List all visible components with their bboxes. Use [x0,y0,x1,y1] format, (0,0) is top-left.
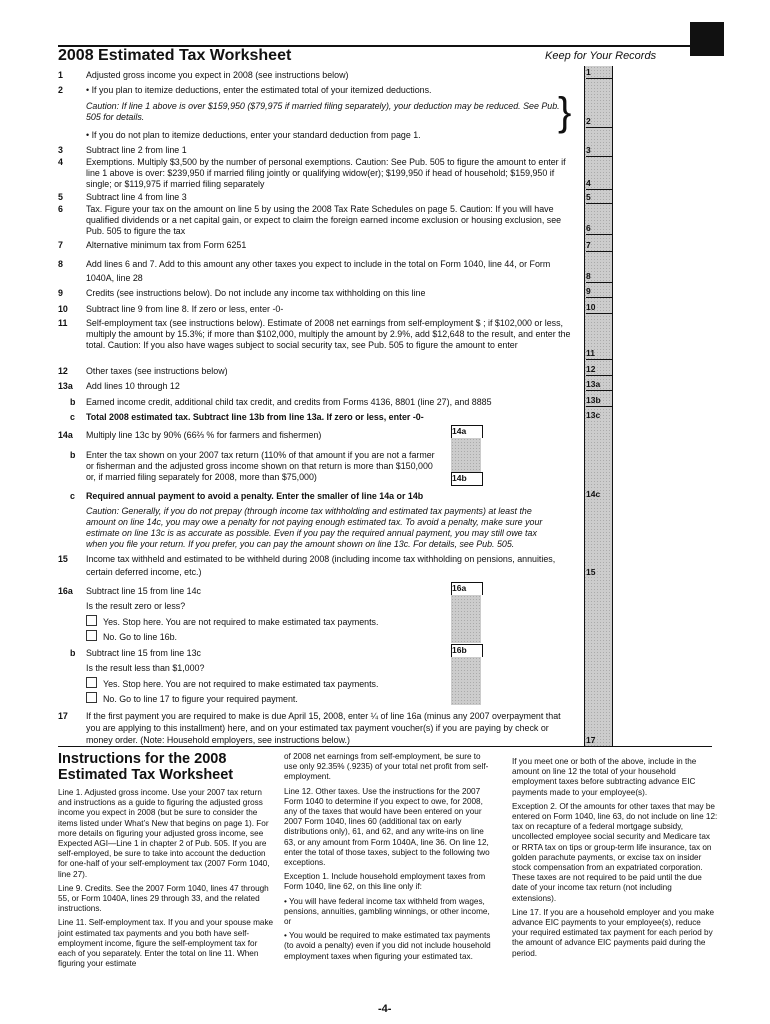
line-number: 6 [58,204,63,214]
line-text: Add lines 10 through 12 [86,381,180,391]
line-text: Subtract line 2 from line 1 [86,145,187,155]
instructions-column-3 [512,757,718,963]
line-text: No. Go to line 16b. [103,632,178,642]
line-number: 15 [58,554,68,564]
line-3 [58,145,584,156]
line-number: 10 [58,304,68,314]
line-2b [58,130,584,141]
line-text: No. Go to line 17 to figure your required payment. [103,694,298,704]
line-number: b [70,397,76,407]
instr-exception2: Exception 2. Of the amounts for other taxes that may be entered on Form 1040, line 63, do not include on line 12: tax on recapture of a federal mortgage subsidy, uncollected employee social security and Medicare tax or RRTA tax on tips or group-term life insurance, tax on golden parachute payments, or excise tax on insider stock compensation from an expatriated corporation. These taxes are not required to be paid until the due date of your income tax return (not including extensions). [512,801,718,903]
instr-line12: Line 12. Other taxes. Use the instructions for the 2007 Form 1040 to determine if you expect to owe, for 2008, any of the taxes that would have been entered on your 2007 Form 1040, lines 60 (additional tax on early distributions only), 61, and 62, and any write-ins on line 63, or any amount from Form 1040A, line 36. On line 12, enter the total of those taxes, subject to the following two exceptions. [284,786,490,868]
box-13b[interactable]: 13b [586,395,612,407]
line-text: • If you plan to itemize deductions, enter the estimated total of your itemized deductions. [86,85,432,95]
instr-bullet-1: • You will have federal income tax withheld from wages, pensions, annuities, gambling winnings, or other income, or [284,896,490,927]
line-16a-yes [58,615,458,626]
line-number: 4 [58,157,63,167]
page-number: -4- [378,1003,392,1015]
line-text: Income tax withheld and estimated to be withheld during 2008 (including income tax withholding on pensions, annuities, certain deferred income, etc.) [86,554,556,577]
box-14a[interactable]: 14a [451,425,483,438]
line-number: 9 [58,288,63,298]
line-text: Required annual payment to avoid a penalty. Enter the smaller of line 14a or 14b [86,491,424,501]
line-number: 16a [58,586,73,596]
line-text: Multiply line 13c by 90% (66⅔ % for farmers and fishermen) [86,430,322,440]
line-2a [58,85,584,96]
line-text: Adjusted gross income you expect in 2008 (see instructions below) [86,70,349,80]
line-text: Subtract line 15 from line 13c [86,648,201,658]
line-12 [58,366,584,377]
line-number: 8 [58,259,63,269]
instructions-column-2 [284,752,496,966]
box-3[interactable]: 3 [586,145,612,157]
line-16a-no [58,630,458,641]
instr-line11: Line 11. Self-employment tax. If you and your spouse make joint estimated tax payments and you both have self-employment income, figure the self-employment tax for each of you separately. Enter the total on line 11. When figuring your estimate [58,918,274,969]
line-text: Exemptions. Multiply $3,500 by the number of personal exemptions. Caution: See Pub. 505 to figure the amount to enter if line 1 above is over: $239,950 if married filing jointly or qualifying widow(er); $199,950 if head of household; $159,950 if single; or $119,975 if married filing separately [86,157,566,189]
brace-icon: } [558,90,572,134]
line-text: If the first payment you are required to make is due April 15, 2008, enter ¼ of line 16a (minus any 2007 overpayment that you are applying to this installment) here, and on your estimated tax payment voucher(s) if you are paying by check or money order. (Note: Household employers, see instructions below.) [86,711,561,745]
box-9[interactable]: 9 [586,286,612,298]
line-number: 12 [58,366,68,376]
line-text: Yes. Stop here. You are not required to make estimated tax payments. [103,617,379,627]
line-text: Other taxes (see instructions below) [86,366,228,376]
line-number: 17 [58,711,68,721]
line-number: c [70,412,75,422]
instructions-column-1 [58,788,274,973]
line-10 [58,304,584,315]
line-text: Tax. Figure your tax on the amount on line 5 by using the 2008 Tax Rate Schedules on page 5. Caution: If you will have qualified dividends or a net capital gain, or expect to claim the foreign earned income exclusion or housing exclusion, see Pub. 505 to figure the tax [86,204,562,236]
box-16a[interactable]: 16a [451,582,483,595]
line-text: Is the result zero or less? [86,601,186,611]
instructions-title: Instructions for the 2008 Estimated Tax Worksheet [58,751,234,783]
box-5[interactable]: 5 [586,192,612,204]
line-13b [58,397,584,408]
instr-line9: Line 9. Credits. See the 2007 Form 1040, lines 47 through 55, or Form 1040A, lines 29 through 33, and the related instructions. [58,883,269,914]
line-13c [58,412,584,423]
line-text: Subtract line 9 from line 8. If zero or less, enter -0- [86,304,284,314]
line-4 [58,157,584,190]
line-text: Caution: Generally, if you do not prepay (through income tax withholding and estimated tax payments) at least the amount on line 14c, you may owe a penalty for not paying enough estimated tax. To avoid a penalty, make sure your estimate on line 13c is as accurate as possible. Even if you pay the required annual payment, you may still owe tax when you file your return. If you prefer, you can pay the amount shown on line 13c. For details, see Pub. 505. [86,506,543,549]
line-number: 14a [58,430,73,440]
line-text: Subtract line 15 from line 14c [86,586,201,596]
line-number: 1 [58,70,63,80]
line-text: Earned income credit, additional child tax credit, and credits from Forms 4136, 8801 (line 27), and 8885 [86,397,492,407]
line-text: Total 2008 estimated tax. Subtract line 13b from line 13a. If zero or less, enter -0- [86,412,424,422]
box-14c[interactable]: 14c [586,489,601,499]
box-16b[interactable]: 16b [451,644,483,657]
line-text: • If you do not plan to itemize deductions, enter your standard deduction from page 1. [86,130,421,140]
line-14b [58,450,448,486]
instr-exception-intro: If you meet one or both of the above, include in the amount on line 12 the total of your household employment taxes before subtracting advance EIC payments made to your employee(s). [512,757,697,797]
box-6[interactable]: 6 [586,223,612,235]
amount-column-divider [612,66,613,746]
line-text: Enter the tax shown on your 2007 tax return (110% of that amount if you are not a farmer or fisherman and the adjusted gross income shown on that return is more than $150,000 or, if married filing separately for 2008, more than $75,000) [86,450,435,482]
box-8[interactable]: 8 [586,271,612,283]
keep-for-records-note: Keep for Your Records [545,50,657,62]
no-checkbox[interactable] [86,692,97,703]
line-number: 7 [58,240,63,250]
line-number: 13a [58,381,73,391]
line-number: 11 [58,318,68,328]
line-15 [58,553,584,579]
line-16b [58,648,448,659]
page-title: 2008 Estimated Tax Worksheet [58,47,292,64]
line-17 [58,710,584,746]
instr-line1: Line 1. Adjusted gross income. Use your 2007 tax return and instructions as a guide to figuring the adjusted gross income you expect in 2008 (but be sure to consider the items listed under What’s New that begins on page 1). For more details on figuring your adjusted gross income, see Expected AGI—Line 1 in chapter 2 of Pub. 505. If you are self-employed, be sure to take into account the deduction for one-half of your self-employment tax (2007 Form 1040, line 27). [58,788,270,879]
box-10[interactable]: 10 [586,302,612,314]
line-5 [58,192,584,203]
line-11 [58,318,584,362]
line-16a [58,586,448,597]
line-text: Is the result less than $1,000? [86,663,205,673]
no-checkbox[interactable] [86,630,97,641]
line-16b-no [58,692,458,703]
yes-checkbox[interactable] [86,615,97,626]
line-7 [58,240,584,251]
line-number: b [70,648,76,658]
line-14-caution [58,506,558,550]
line-14a [58,430,448,441]
amount-column-left-rule [584,66,585,746]
line-text: Self-employment tax (see instructions below). Estimate of 2008 net earnings from self-employment $ ; if $102,000 or less, multiply the amount by 15.3%; if more than $102,000, multiply the amount by 2.9%, add $12,648 to the result, and enter the total. Caution: If you also have wages subject to social security tax, see Pub. 505 to figure the amount to enter [86,318,571,350]
line-1 [58,70,584,81]
box-4[interactable]: 4 [586,178,612,190]
line-8 [58,257,584,285]
box-11[interactable]: 11 [586,348,612,360]
inner-shading [451,438,481,472]
line-number: b [70,450,76,460]
line-13a [58,381,584,392]
yes-checkbox[interactable] [86,677,97,688]
line-9 [58,288,584,299]
line-16b-yes [58,677,458,688]
line-number: c [70,491,75,501]
pencil-check-icon [690,22,724,56]
box-13c[interactable]: 13c [586,410,601,420]
line-14c [58,491,584,502]
box-13a[interactable]: 13a [586,379,612,391]
box-14b[interactable]: 14b [451,472,483,486]
line-6 [58,204,584,237]
instr-bullet-2: • You would be required to make estimated tax payments (to avoid a penalty) even if you did not include household employment taxes when figuring your estimated tax. [284,931,491,961]
line-text: Credits (see instructions below). Do not include any income tax withholding on this line [86,288,426,298]
instr-line11-cont: of 2008 net earnings from self-employment, be sure to use only 92.35% (.9235) of your total net profit from self-employment. [284,752,489,782]
section-rule [58,746,712,747]
box-2[interactable]: 2 [586,116,612,128]
box-1[interactable]: 1 [586,67,612,79]
line-text: Yes. Stop here. You are not required to make estimated tax payments. [103,679,379,689]
box-7[interactable]: 7 [586,240,612,252]
box-17[interactable]: 17 [586,735,596,745]
line-number: 5 [58,192,63,202]
line-text: Add lines 6 and 7. Add to this amount any other taxes you expect to include in the total on Form 1040, line 44, or Form 1040A, line 28 [86,259,551,283]
line-text: Caution: If line 1 above is over $159,950 ($79,975 if married filing separately), your deduction may be reduced. See Pub. 505 for details. [86,101,560,122]
line-text: Alternative minimum tax from Form 6251 [86,240,247,250]
line-2-caution [58,101,584,123]
instr-line17: Line 17. If you are a household employer and you make advance EIC payments to your employee(s), reduce your required estimated tax payment for each period by the amount of advance EIC payments paid during the period. [512,907,715,958]
line-text: Subtract line 4 from line 3 [86,192,187,202]
line-16b-question [58,663,584,674]
line-number: 2 [58,85,63,95]
box-15[interactable]: 15 [586,567,596,577]
box-12[interactable]: 12 [586,364,612,376]
line-16a-question [58,601,584,612]
line-number: 3 [58,145,63,155]
instr-exception1: Exception 1. Include household employment taxes from Form 1040, line 62, on this line only if: [284,872,486,892]
